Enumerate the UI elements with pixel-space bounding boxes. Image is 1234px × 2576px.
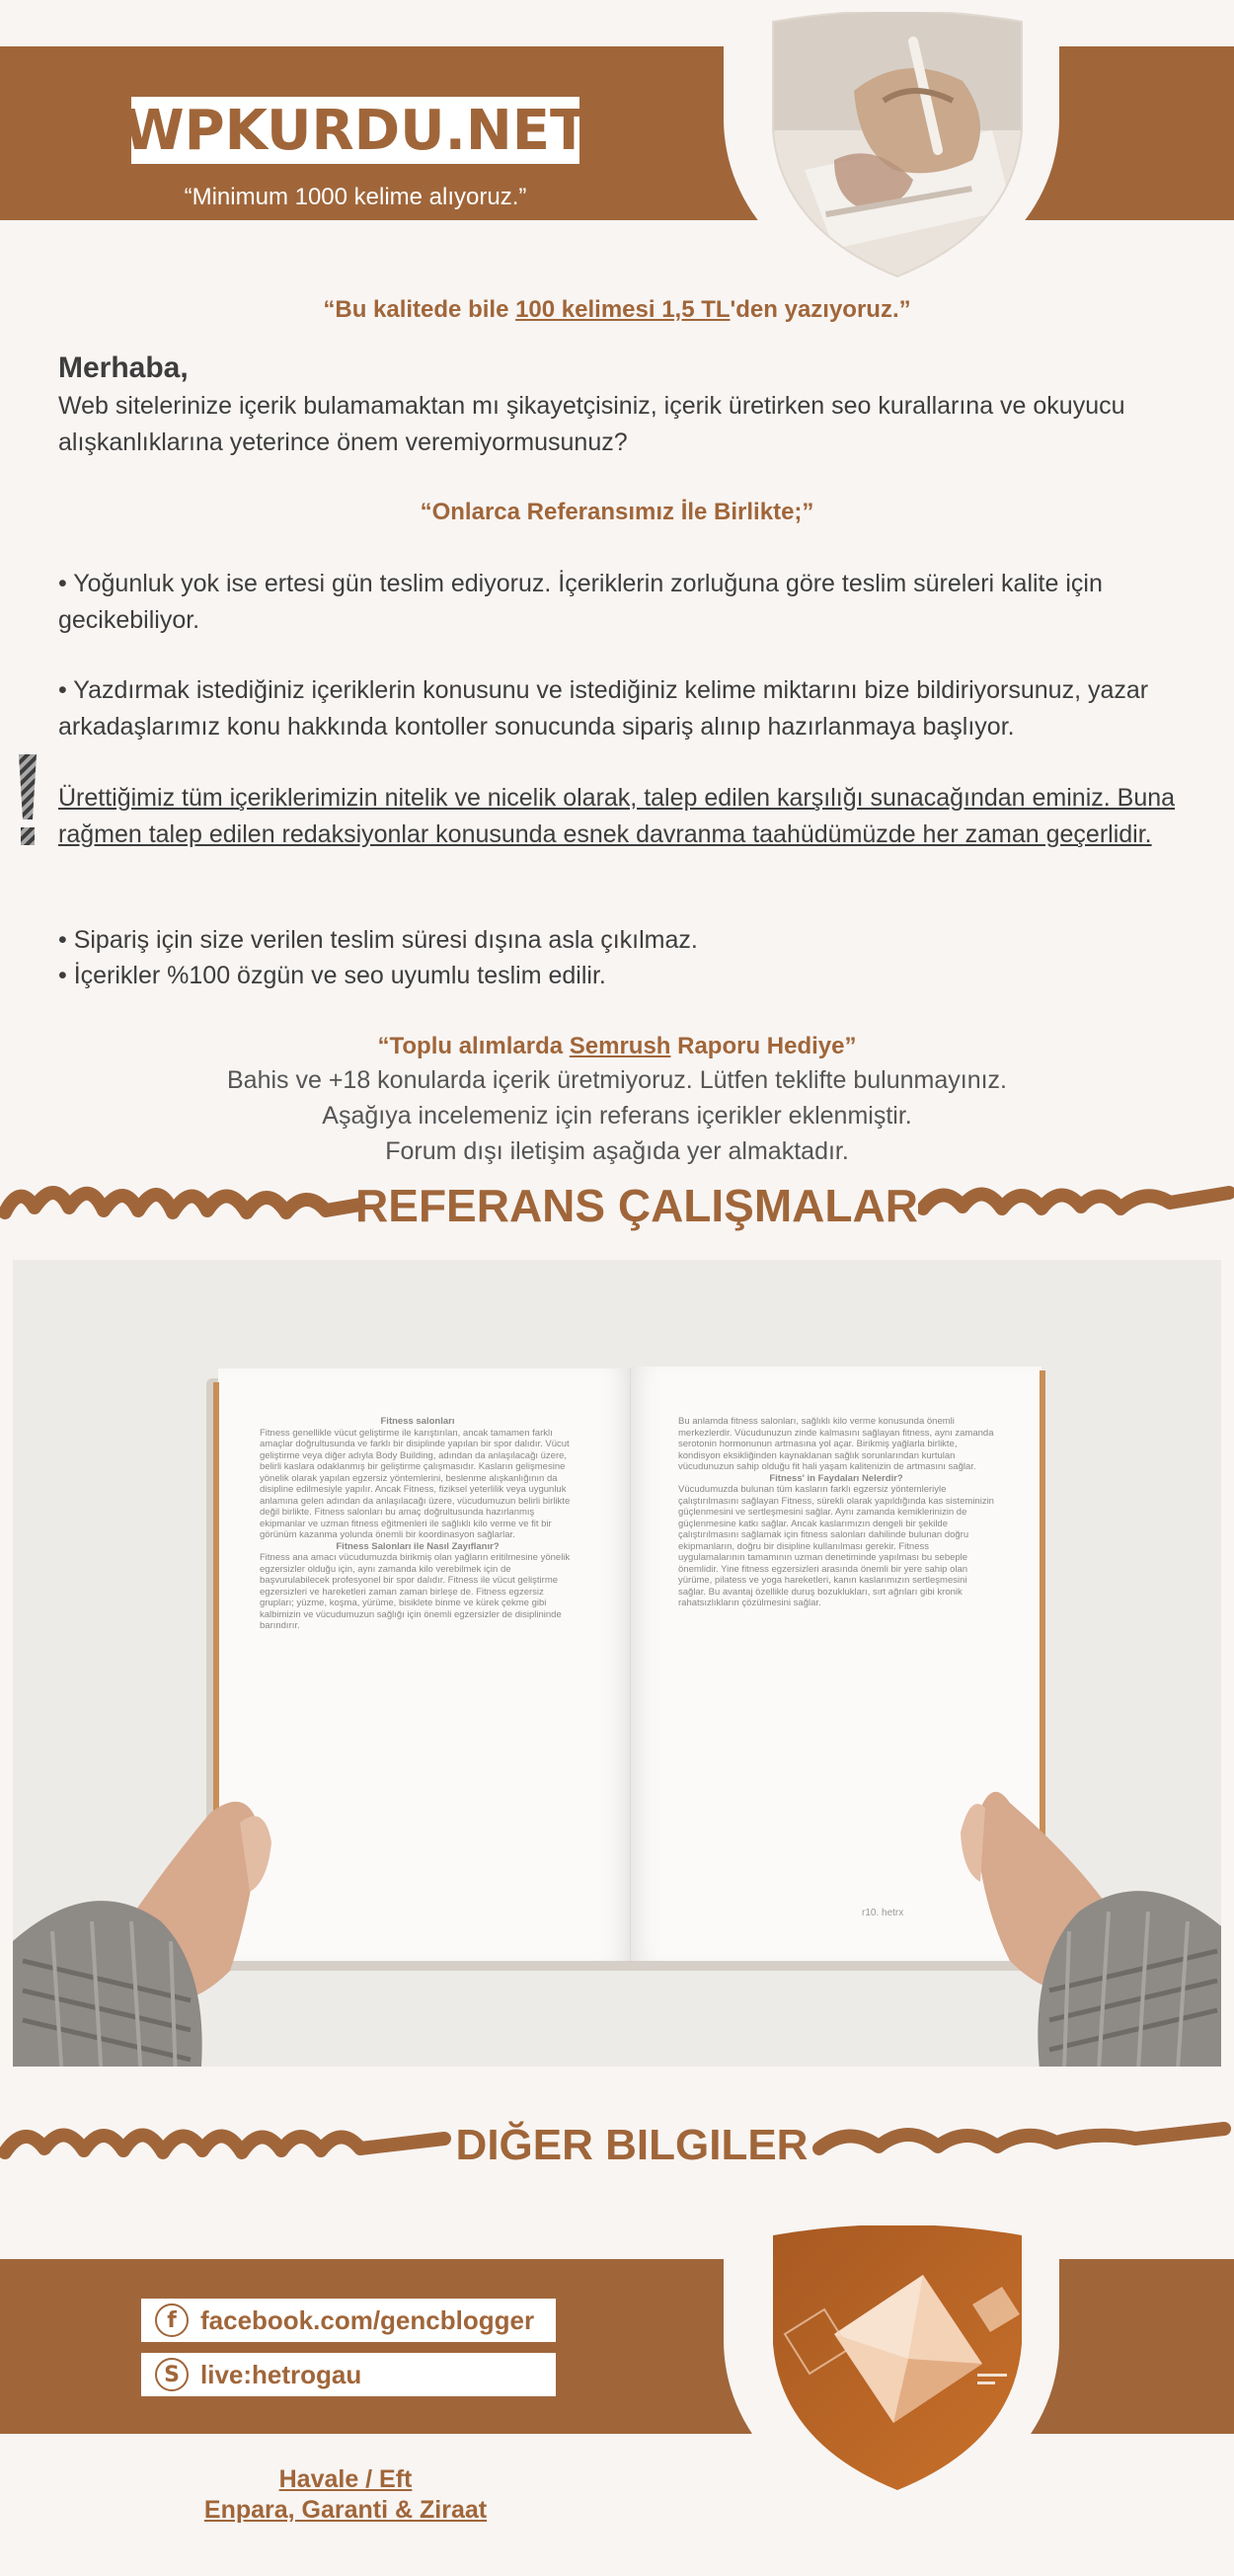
book-left-body: Fitness genellikle vücut geliştirme ile karıştırılan, ancak tamamen farklı amaçlar doğrultusunda ve farklı bir disiplinde yapılan bir spor dalıdır. Vücut geliştirme veya diğer adıyla Body Building, adından da anlaşılacağı üzere, belirli kaslara odaklanmış bir geliştirme çalışmasıdır. Kasların gelişmesine yönelik olarak yapılan egzersiz yöntemlerini, beslenme alışkanlığının da disipline edilmesiyle yapılır. Ancak Fitness, fiziksel yeterlilik veya uygunluk anlamına gelen adından da anlaşılacağı üzere, vücudumuzun belirli birlikte değil birlikte. Fitness salonları bu amaç doğrultusunda hazırlanmış ekipmanlar ve uzman fitness eğitmenleri ile sağlıklı kilo verme ve fit bir görünüm kazanma yolunda önemli bir koordinasyon sağlarlar.: [260, 1427, 571, 1540]
note-contact: Forum dışı iletişim aşağıda yer almaktadır.: [385, 1137, 849, 1165]
bullet-original: • İçerikler %100 özgün ve seo uyumlu teslim edilir.: [58, 962, 606, 989]
quote-semrush-pre: “Toplu alımlarda: [377, 1033, 570, 1059]
left-hand: [13, 1684, 339, 2067]
facebook-contact[interactable]: [141, 2299, 556, 2342]
skype-contact[interactable]: [141, 2353, 556, 2396]
skype-icon: S: [155, 2358, 189, 2391]
scribble-left-2: [0, 2113, 454, 2172]
quote-price-pre: “Bu kalitede bile: [323, 296, 516, 323]
semrush-link[interactable]: Semrush: [569, 1033, 671, 1059]
bullet-process: • Yazdırmak istediğiniz içeriklerin konusunu ve istediğiniz kelime miktarını bize bildiriyorsunuz, yazar arkadaşlarımız konu hakkında kontoller sonucunda sipariş alınıp hazırlanmaya başlıyor.: [58, 676, 1149, 741]
quote-price-post: 'den yazıyoruz.”: [730, 296, 911, 323]
envelope-icon: [765, 2225, 1030, 2494]
intro-greeting: Merhaba,: [58, 351, 189, 384]
guarantee-text: Ürettiğimiz tüm içeriklerimizin nitelik ve nicelik olarak, talep edilen karşılığı sunacağından eminiz. Buna rağmen talep edilen redaksiyonlar konusunda esnek davranma taahüdümüzde her zaman geçerlidir.: [58, 784, 1176, 848]
book-right-body: Bu anlamda fitness salonları, sağlıklı kilo verme konusunda önemli merkezlerdir. Vücudunuzun zinde kalmasını sağlayan fitness, aynı zamanda serotonin hormonunun artmasına yol açar. Birikmiş yağlarla birlikte, kondisyon eksikliğinden kaynaklanan sağlık sorunlarından kurtulan vücudunuzun sahip olduğu fit hali yaşam kalitenizin de artmasını sağlar.: [678, 1416, 994, 1472]
reference-image[interactable]: [13, 1260, 1221, 2067]
scribble-left-1: [0, 1173, 365, 1232]
note-restrictions: Bahis ve +18 konularda içerik üretmiyoruz. Lütfen teklifte bulunmayınız.: [227, 1066, 1007, 1094]
book-right-subtitle: Fitness' in Faydaları Nelerdir?: [769, 1472, 903, 1484]
section-references-title: REFERANS ÇALIŞMALAR: [355, 1180, 918, 1231]
scribble-right-1: [918, 1173, 1234, 1232]
quote-price-link[interactable]: 100 kelimesi 1,5 TL: [515, 296, 731, 323]
payment-method: Havale / Eft: [278, 2465, 413, 2493]
book-left-subtitle: Fitness Salonları ile Nasıl Zayıflanır?: [336, 1540, 500, 1552]
book-right-text: [678, 1416, 994, 1609]
book-left-title: Fitness salonları: [380, 1416, 455, 1427]
facebook-text: facebook.com/gencblogger: [200, 2304, 535, 2335]
book-page-number: r10. hetrx: [862, 1908, 904, 1918]
intro-text: Web sitelerinize içerik bulamamaktan mı şikayetçisiniz, içerik üretirken seo kurallarına ve okuyucu alışkanlıklarına yeterince önem veremiyormusunuz?: [58, 392, 1125, 456]
right-hand: [901, 1675, 1221, 2067]
quote-semrush: [0, 1033, 1234, 1060]
scribble-right-2: [810, 2113, 1234, 2172]
payment-banks: Enpara, Garanti & Ziraat: [203, 2496, 488, 2524]
header-shield-image: [765, 12, 1030, 278]
book-right-body2: Vücudumuzda bulunan tüm kasların farklı egzersiz yöntemleriyle çalıştırılmasını sağlayan Fitness, sürekli olarak yapıldığında kas sisteminizin güçlenmesini ve sertleşmesini sağlar. Aynı zamanda kemiklerinizin de güçlenmesine katkı sağlar. Ancak kaslarımızın dengeli bir şekilde çalıştırılmasını sağlamak için fitness salonları dahilinde bulunan doğru ekipmanların, doğru bir disipline kullanılması gerekir. Fitness uygulamalarının tamamının uzman denetiminde yapılması bu sebeple önemlidir. Yine fitness egzersizleri arasında önemli bir yere sahip olan yürüme, pilatess ve yoga hareketleri, kanın kaslarımızın sertleşmesini sağlar. Bu avantaj özellikle duruş bozuklukları, sırt ağrıları gibi kronik rahatsızlıkların çözülmesini sağlar.: [678, 1484, 994, 1608]
note-references: Aşağıya incelemeniz için referans içerikler eklenmiştir.: [322, 1102, 912, 1130]
bullet-deadline: • Sipariş için size verilen teslim süresi dışına asla çıkılmaz.: [58, 926, 698, 954]
bullet-delivery: • Yoğunluk yok ise ertesi gün teslim ediyoruz. İçeriklerin zorluğuna göre teslim süreleri kalite için gecikebiliyor.: [58, 570, 1103, 634]
book-left-body2: Fitness ana amacı vücudumuzda birikmiş olan yağların eritilmesine yönelik egzersizler olduğu için, aynı zamanda kilo verebilmek için de başvurulabilecek profesyonel bir spor dalıdır. Fitness ile vücut geliştirme egzersizleri ve hareketleri zaman zaman birleşe de. Fitness egzersiz grupları; yüzme, koşma, yürüme, bisiklete binme ve kürek çekme gibi kalbimizin ve vücudumuzun sağlığı için önemli egzersizler de disiplininde barındırır.: [260, 1552, 571, 1631]
logo-box[interactable]: [122, 97, 588, 164]
quote-semrush-post: Raporu Hediye”: [670, 1033, 857, 1059]
quote-price: [0, 296, 1234, 324]
facebook-icon: f: [155, 2303, 189, 2337]
book-left-text: [260, 1416, 576, 1632]
exclamation-icon: [16, 752, 39, 847]
logo-text: WPKURDU.NET: [122, 98, 588, 163]
skype-text: live:hetrogau: [200, 2359, 362, 2389]
section-other-title: DIĞER BILGILER: [455, 2121, 809, 2169]
quote-references: “Onlarca Referansımız İle Birlikte;”: [420, 499, 814, 525]
header-subtitle: “Minimum 1000 kelime alıyoruz.”: [184, 184, 527, 210]
